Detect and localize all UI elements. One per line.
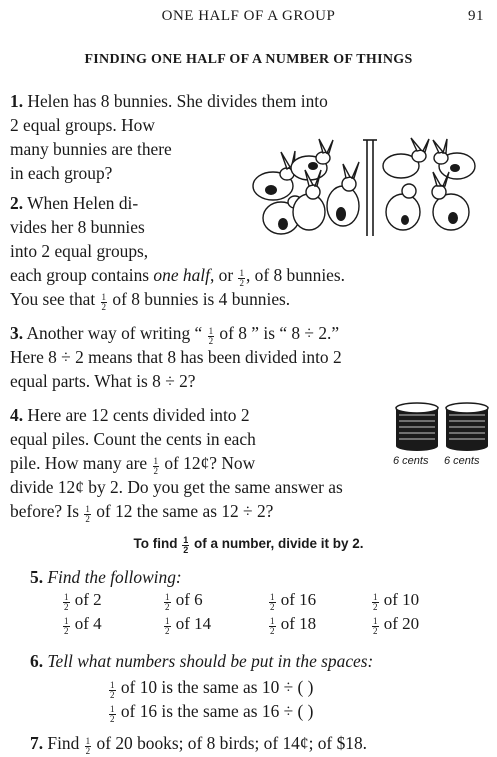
exercise-item: $\frac{1}{2}$ of 18 [270,614,317,636]
exercise-item: $\frac{1}{2}$ of 14 [165,614,212,636]
problem-4-line-3: pile. How many are $\frac{1}{2}$ of 12¢? Now [10,453,256,476]
problem-6-line-1: $\frac{1}{2}$ of 10 is the same as 10 ÷ ( ) [110,677,314,700]
problem-1-line-3: many bunnies are there [10,139,172,159]
bunny [386,194,420,230]
coin-stack [446,403,488,451]
coin-stacks-illustration [394,402,490,452]
problem-4-line-4: divide 12¢ by 2. Do you get the same answer as [10,477,343,497]
problem-2-line-2: vides her 8 bunnies [10,217,145,237]
problem-7-line: 7. Find $\frac{1}{2}$ of 20 books; of 8 birds; of 14¢; of $18. [30,733,368,756]
coin-stack [396,403,438,451]
rule-statement: To find $\frac{1}{2}$ of a number, divide it by 2. [133,535,364,555]
problem-4-number: 4. [10,405,24,425]
fraction-half: $\frac{1}{2}$ [101,292,107,312]
problem-4-line-2: equal piles. Count the cents in each [10,429,256,449]
problem-1-line-4: in each group? [10,163,113,183]
exercise-item: $\frac{1}{2}$ of 4 [64,614,102,636]
section-title: FINDING ONE HALF OF A NUMBER OF THINGS [84,52,413,67]
problem-1-line-1 [10,90,328,112]
problem-3-line-1: 3. Another way of writing “ $\frac{1}{2}$ of 8 ” is “ 8 ÷ 2.” [10,323,340,346]
exercise-item: $\frac{1}{2}$ of 20 [373,614,420,636]
problem-2-number: 2. [10,193,24,213]
problem-6-heading: 6. Tell what numbers should be put in the spaces: [30,651,374,671]
problem-2-line-4: each group contains one half, or $\frac{1}{2}$ , of 8 bunnies. [10,265,345,288]
fraction-half: $\frac{1}{2}$ [153,456,158,476]
problem-7-number: 7. [30,733,44,753]
header-title: ONE HALF OF A GROUP [161,8,336,24]
page-number: 91 [468,8,484,24]
problem-6-number: 6. [30,651,44,671]
problem-1-number: 1. [10,91,24,111]
problem-2-line-3: into 2 equal groups, [10,241,149,261]
problem-3-line-3: equal parts. What is 8 ÷ 2? [10,371,196,391]
one-half-italic: one half [153,265,210,285]
bunnies-illustration [243,136,489,244]
fraction-half: $\frac{1}{2}$ [239,268,244,288]
problem-5-number: 5. [30,567,44,587]
fraction-half: $\frac{1}{2}$ [85,736,91,756]
coin-label-right: 6 cents [444,455,480,467]
exercise-item: $\frac{1}{2}$ of 6 [165,590,203,612]
exercise-item: $\frac{1}{2}$ of 2 [64,590,102,612]
exercise-item: $\frac{1}{2}$ of 16 [270,590,317,612]
problem-2-line-1 [10,192,138,214]
bunny [293,194,325,230]
problem-3-number: 3. [10,323,24,343]
fraction-half: $\frac{1}{2}$ [183,535,189,555]
divider-line [363,140,377,236]
problem-1-line-2: 2 equal groups. How [10,115,155,135]
problem-6-line-2: $\frac{1}{2}$ of 16 is the same as 16 ÷ ( ) [110,701,314,724]
problem-2-text: When Helen di- [27,193,139,213]
problem-2-line-5: You see that $\frac{1}{2}$ of 8 bunnies is 4 bunnies. [10,289,291,312]
problem-4-line-1: 4. Here are 12 cents divided into 2 [10,405,250,425]
running-header [0,6,497,28]
fraction-half: $\frac{1}{2}$ [85,504,90,524]
problem-4-line-5: before? Is $\frac{1}{2}$ of 12 the same as 12 ÷ 2? [10,501,274,524]
exercise-item: $\frac{1}{2}$ of 10 [373,590,420,612]
fraction-half: $\frac{1}{2}$ [208,326,214,346]
problem-3-line-2: Here 8 ÷ 2 means that 8 has been divided into 2 [10,347,342,367]
coin-label-left: 6 cents [393,455,429,467]
problem-1-text: Helen has 8 bunnies. She divides them into [27,91,328,111]
problem-5-heading: 5. Find the following: [30,567,182,587]
